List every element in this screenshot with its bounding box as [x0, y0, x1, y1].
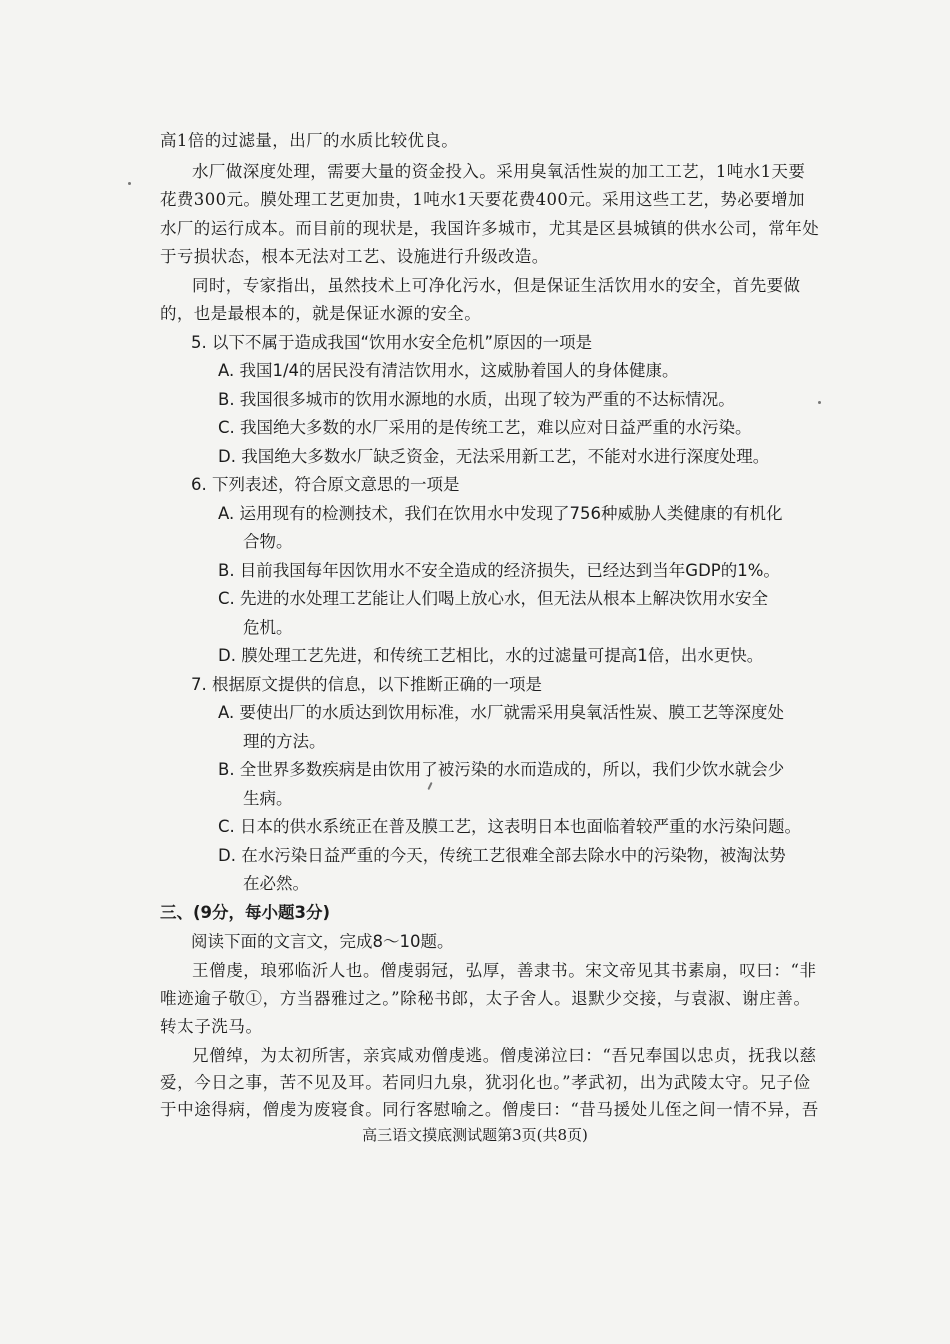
option-a: A. 要使出厂的水质达到饮用标准，水厂就需采用臭氧活性炭、膜工艺等深度处 [218, 703, 784, 722]
classical-line: 王僧虔，琅邪临沂人也。僧虔弱冠，弘厚，善隶书。宋文帝见其书素扇，叹曰：“非 [192, 961, 817, 980]
classical-line: 于中途得病，僧虔为废寝食。同行客慰喻之。僧虔曰：“昔马援处儿侄之间一情不异，吾 [160, 1100, 819, 1119]
question-stem: 6. 下列表述，符合原文意思的一项是 [191, 475, 460, 494]
option-c-cont: 危机。 [243, 618, 293, 637]
option-c: C. 日本的供水系统正在普及膜工艺，这表明日本也面临着较严重的水污染问题。 [218, 817, 802, 836]
classical-line: 兄僧绰，为太初所害，亲宾咸劝僧虔逃。僧虔涕泣曰：“吾兄奉国以忠贞，抚我以慈 [192, 1046, 817, 1065]
option-d: D. 膜处理工艺先进，和传统工艺相比，水的过滤量可提高1倍，出水更快。 [218, 646, 764, 665]
option-a-cont: 合物。 [243, 532, 293, 551]
option-a-cont: 理的方法。 [243, 732, 326, 751]
option-d: D. 在水污染日益严重的今天，传统工艺很难全部去除水中的污染物，被淘汰势 [218, 846, 786, 865]
scan-speck [128, 182, 131, 185]
option-a: A. 运用现有的检测技术，我们在饮用水中发现了756种威胁人类健康的有机化 [218, 504, 783, 523]
passage-line: 水厂做深度处理，需要大量的资金投入。采用臭氧活性炭的加工工艺，1吨水1天要 [192, 162, 806, 181]
passage-line: 同时，专家指出，虽然技术上可净化污水，但是保证生活饮用水的安全，首先要做 [192, 276, 801, 295]
option-b: B. 目前我国每年因饮用水不安全造成的经济损失，已经达到当年GDP的1%。 [218, 561, 780, 580]
page-footer: 高三语文摸底测试题第3页(共8页) [362, 1126, 588, 1144]
option-b: B. 我国很多城市的饮用水源地的水质，出现了较为严重的不达标情况。 [218, 390, 735, 409]
option-c: C. 先进的水处理工艺能让人们喝上放心水，但无法从根本上解决饮用水安全 [218, 589, 769, 608]
option-d: D. 我国绝大多数水厂缺乏资金，无法采用新工艺，不能对水进行深度处理。 [218, 447, 770, 466]
option-c: C. 我国绝大多数的水厂采用的是传统工艺，难以应对日益严重的水污染。 [218, 418, 752, 437]
passage-line: 花费300元。膜处理工艺更加贵，1吨水1天要花费400元。采用这些工艺，势必要增加 [160, 190, 805, 209]
passage-line: 水厂的运行成本。而目前的现状是，我国许多城市，尤其是区县城镇的供水公司，常年处 [160, 219, 820, 238]
option-b: B. 全世界多数疾病是由饮用了被污染的水而造成的，所以，我们少饮水就会少 [218, 760, 785, 779]
option-b-cont: 生病。 [243, 789, 293, 808]
option-a: A. 我国1/4的居民没有清洁饮用水，这威胁着国人的身体健康。 [218, 361, 679, 380]
section-title: 三、(9分，每小题3分) [160, 903, 331, 922]
scan-speck [818, 401, 821, 404]
classical-line: 爱，今日之事，苦不见及耳。若同归九泉，犹羽化也。”孝武初，出为武陵太守。兄子俭 [160, 1073, 811, 1092]
question-stem: 5. 以下不属于造成我国“饮用水安全危机”原因的一项是 [191, 333, 593, 352]
question-stem: 7. 根据原文提供的信息，以下推断正确的一项是 [191, 675, 542, 694]
classical-line: 转太子洗马。 [160, 1017, 263, 1036]
scan-speck [427, 782, 432, 790]
option-d-cont: 在必然。 [243, 874, 309, 893]
section-instruction: 阅读下面的文言文，完成8～10题。 [191, 932, 454, 951]
passage-line: 的，也是最根本的，就是保证水源的安全。 [160, 304, 482, 323]
passage-line: 于亏损状态，根本无法对工艺、设施进行升级改造。 [160, 247, 549, 266]
classical-line: 唯迹逾子敬①，方当器雅过之。”除秘书郎，太子舍人。退默少交接，与袁淑、谢庄善。 [160, 989, 811, 1008]
passage-line: 高1倍的过滤量，出厂的水质比较优良。 [160, 131, 459, 150]
